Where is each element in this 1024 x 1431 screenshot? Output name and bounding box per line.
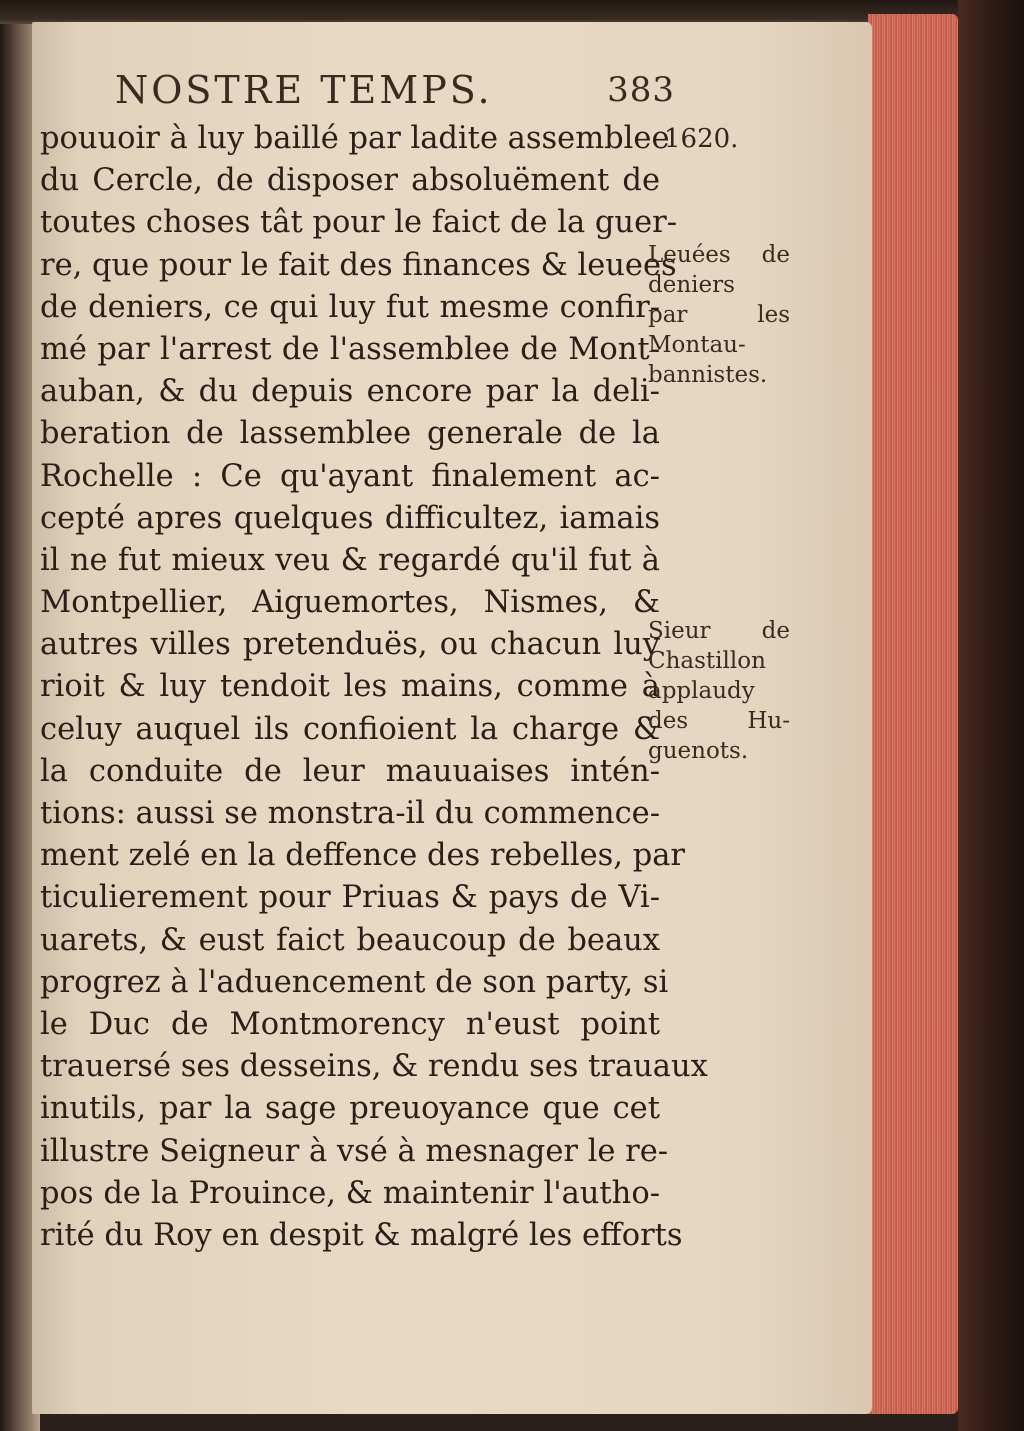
text-line: ment zelé en la deffence des rebelles, par bbox=[40, 838, 685, 874]
margin-note-chastillon bbox=[648, 616, 790, 766]
margin-note-line: Chastillon bbox=[648, 648, 766, 674]
text-line: pouuoir à luy baillé par ladite assemblee bbox=[40, 121, 670, 156]
text-line: auban, & du depuis encore par la deli- bbox=[40, 374, 660, 410]
text-line: de deniers, ce qui luy fut mesme confir- bbox=[40, 289, 660, 325]
margin-note-line: guenots. bbox=[648, 738, 749, 764]
margin-note-line: par les bbox=[648, 302, 790, 328]
text-line: celuy auquel ils confioient la charge & bbox=[40, 711, 660, 747]
margin-note-line: Leuées de bbox=[648, 242, 790, 268]
text-line: autres villes pretenduës, ou chacun luy bbox=[40, 627, 660, 663]
margin-note-line: Sieur de bbox=[648, 618, 790, 644]
text-line: illustre Seigneur à vsé à mesnager le re- bbox=[40, 1133, 669, 1169]
text-line: rioit & luy tendoit les mains, comme à bbox=[40, 669, 660, 705]
margin-note-line: bannistes. bbox=[648, 362, 768, 388]
text-line: mé par l'arrest de l'assemblee de Mont- bbox=[40, 331, 660, 367]
text-line: Montpellier, Aiguemortes, Nismes, & bbox=[40, 585, 660, 621]
margin-note-leuees bbox=[648, 240, 790, 390]
text-line: il ne fut mieux veu & regardé qu'il fut à bbox=[40, 542, 660, 578]
text-line: pos de la Prouince, & maintenir l'autho- bbox=[40, 1175, 660, 1211]
text-line: rité du Roy en despit & malgré les efforts bbox=[40, 1217, 683, 1253]
text-line: la conduite de leur mauuaises intén- bbox=[40, 753, 660, 789]
text-line: inutils, par la sage preuoyance que cet bbox=[40, 1091, 660, 1127]
text-line: beration de lassemblee generale de la bbox=[40, 416, 660, 452]
text-line: le Duc de Montmorency n'eust point bbox=[40, 1006, 660, 1042]
text-line: cepté apres quelques difficultez, iamais bbox=[40, 500, 660, 536]
text-line: toutes choses tât pour le faict de la guer- bbox=[40, 205, 678, 241]
text-line: du Cercle, de disposer absoluëment de bbox=[40, 163, 660, 199]
book-cover-edge bbox=[958, 0, 1024, 1431]
running-title: NOSTRE TEMPS. bbox=[115, 68, 493, 112]
page-edges bbox=[868, 14, 958, 1414]
margin-year: 1620. bbox=[664, 124, 739, 154]
margin-note-line: Montau- bbox=[648, 332, 746, 358]
page-number: 383 bbox=[607, 70, 675, 110]
margin-note-line: des Hu- bbox=[648, 708, 790, 734]
margin-note-line: deniers bbox=[648, 272, 735, 298]
running-header bbox=[115, 68, 675, 118]
text-line: tions: aussi se monstra-il du commence- bbox=[40, 796, 661, 831]
text-line: progrez à l'aduencement de son party, si bbox=[40, 964, 669, 1000]
text-line: re, que pour le fait des finances & leuees bbox=[40, 247, 677, 283]
text-line: Rochelle : Ce qu'ayant finalement ac- bbox=[40, 458, 660, 494]
margin-note-line: applaudy bbox=[648, 678, 755, 704]
text-line: trauersé ses desseins, & rendu ses trauaux bbox=[40, 1049, 708, 1085]
text-line: uarets, & eust faict beaucoup de beaux bbox=[40, 922, 660, 958]
text-line: ticulierement pour Priuas & pays de Vi- bbox=[40, 880, 660, 916]
